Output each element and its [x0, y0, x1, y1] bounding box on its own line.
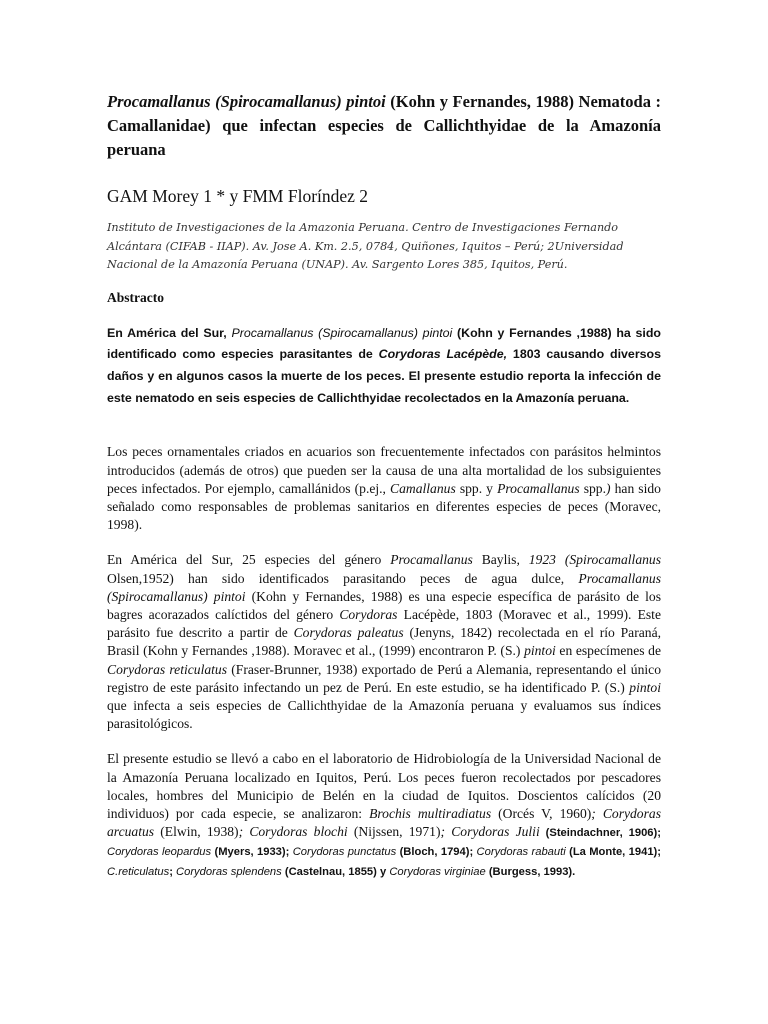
species-list-sans: (Steindachner, 1906); Corydoras leopardus (Myers, 1933); Corydoras punctatus (Bloch, 1794); Corydoras rabauti (La Monte, 1941); C.reticulatus; Corydoras splendens (Castelnau, 1855) y Corydoras virginiae (Burgess, 1993). [107, 827, 661, 878]
title-taxon: Procamallanus (Spirocamallanus) pintoi [107, 92, 386, 111]
affiliation-text: Instituto de Investigaciones de la Amazonia Peruana. Centro de Investigaciones Fernando Alcántara (CIFAB - IIAP). Av. Jose A. Km. 2.5, 0784, Quiñones, Iquitos – Perú; 2Universidad Nacional de la Amazonía Peruana (UNAP). Av. Sargento Lores 385, Iquitos, Perú. [107, 221, 624, 271]
title-rest: (Kohn y Fernandes, 1988) Nematoda : Camallanidae) que infectan especies de Callichthyidae de la Amazonía peruana [107, 92, 662, 159]
abstract-heading: Abstracto [107, 289, 164, 305]
intro-paragraph-1: Los peces ornamentales criados en acuarios son frecuentemente infectados con parásitos helmintos introducidos (además de otros) que pueden ser la causa de una alta mortalidad de los subsiguientes peces infectados. Por ejemplo, camallánidos (p.ej., Camallanus spp. y Procamallanus spp.) han sido señalado como responsables de problemas sanitarios en diferentes especies de peces (Moravec, 1998). [107, 444, 661, 533]
article-title [107, 90, 661, 162]
intro-paragraph-2: En América del Sur, 25 especies del género Procamallanus Baylis, 1923 (Spirocamallanus Olsen,1952) han sido identificados parasitando peces de agua dulce, Procamallanus (Spirocamallanus) pintoi (Kohn y Fernandes, 1988) es una especie específica de parásito de los bagres acorazados calíctidos del género Corydoras Lacépède, 1803 (Moravec et al., 1999). Este parásito fue descrito a partir de Corydoras paleatus (Jenyns, 1842) recolectada en el río Paraná, Brasil (Kohn y Fernandes ,1988). Moravec et al., (1999) encontraron P. (S.) pintoi en especímenes de Corydoras reticulatus (Fraser-Brunner, 1938) exportado de Perú a Alemania, representando el único registro de este parásito infectando un pez de Perú. En este estudio, se ha identificado P. (S.) pintoi que infecta a seis especies de Callichthyidae de la Amazonía peruana y evaluamos sus índices parasitológicos. [107, 552, 662, 732]
authors-line: GAM Morey 1 * y FMM Floríndez 2 [107, 186, 369, 206]
abstract-text: En América del Sur, Procamallanus (Spirocamallanus) pintoi (Kohn y Fernandes ,1988) ha sido identificado como especies parasitantes de Corydoras Lacépède, 1803 causando diversos daños y en algunos casos la muerte de los peces. El presente estudio reporta la infección de este nematodo en seis especies de Callichthyidae recolectados en la Amazonía peruana. [107, 325, 661, 405]
article-body [107, 90, 661, 881]
methods-paragraph: El presente estudio se llevó a cabo en el laboratorio de Hidrobiología de la Universidad Nacional de la Amazonía Peruana localizado en Iquitos, Perú. Los peces fueron recolectados por pescadores locales, hombres del Municipio de Belén en la ciudad de Iquitos. Doscientos calícidos (20 individuos) por cada especie, se analizaron: Brochis multiradiatus (Orcés V, 1960); Corydoras arcuatus (Elwin, 1938); Corydoras blochi (Nijssen, 1971); Corydoras Julii (Steindachner, 1906); Corydoras leopardus (Myers, 1933); Corydoras punctatus (Bloch, 1794); Corydoras rabauti (La Monte, 1941); C.reticulatus; Corydoras splendens (Castelnau, 1855) y Corydoras virginiae (Burgess, 1993). [107, 751, 661, 878]
